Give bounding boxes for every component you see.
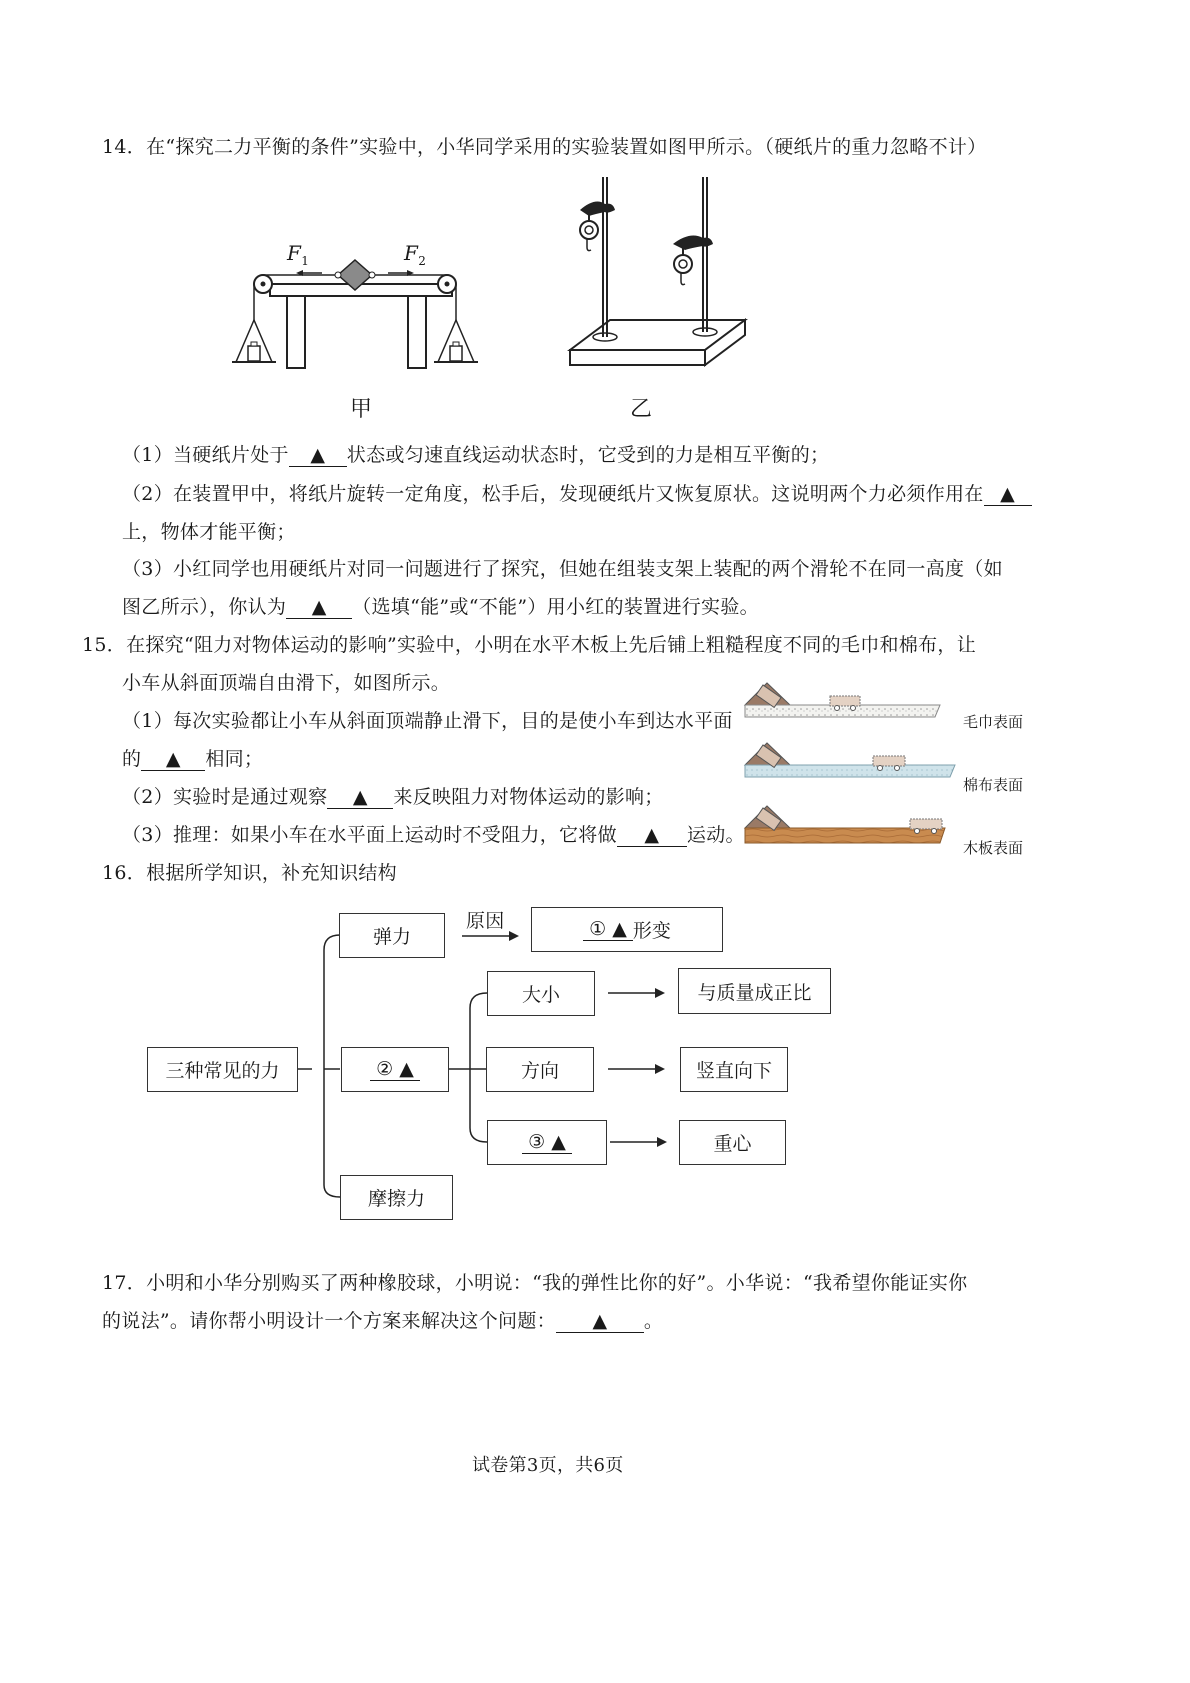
q14-part1: （1）当硬纸片处于 ▲ 状态或匀速直线运动状态时，它受到的力是相互平衡的； xyxy=(122,444,830,466)
surface-label-towel: 毛巾表面 xyxy=(963,713,1024,731)
node-blank3 xyxy=(487,1120,607,1165)
answer-blank-1[interactable]: ① ▲ xyxy=(583,918,633,941)
surface-label-cotton: 棉布表面 xyxy=(963,776,1024,794)
node-size-result: 与质量成正比 xyxy=(678,968,831,1014)
q14-part2-line1: （2）在装置甲中，将纸片旋转一定角度，松手后，发现硬纸片又恢复原状。这说明两个力必须作用在 ▲ xyxy=(122,482,1032,506)
answer-blank[interactable]: ▲ xyxy=(327,786,393,809)
node-direction-result: 竖直向下 xyxy=(680,1047,788,1092)
node-size: 大小 xyxy=(487,971,595,1016)
q15-part1-line2: 的 ▲ 相同； xyxy=(122,748,264,770)
q17-line1: 17．小明和小华分别购买了两种橡胶球，小明说：“我的弹性比你的好”。小华说：“我希望你能证实你 xyxy=(102,1272,968,1294)
q15-part1-line1: （1）每次实验都让小车从斜面顶端静止滑下，目的是使小车到达水平面 xyxy=(122,710,733,732)
q15-stem-line1: 15．在探究“阻力对物体运动的影响”实验中，小明在水平木板上先后铺上粗糙程度不同的毛巾和棉布，让 xyxy=(82,634,977,656)
page-footer: 试卷第3页，共6页 xyxy=(472,1455,624,1476)
f2-label: $F_2$ xyxy=(404,241,427,268)
answer-blank[interactable]: ▲ xyxy=(286,596,352,619)
node-elastic: 弹力 xyxy=(339,913,445,958)
q15-part2: （2）实验时是通过观察 ▲ 来反映阻力对物体运动的影响； xyxy=(122,786,664,808)
label-cause: 原因 xyxy=(466,910,505,932)
q16-stem: 16．根据所学知识，补充知识结构 xyxy=(102,862,397,884)
q15-part3: （3）推理：如果小车在水平面上运动时不受阻力，它将做 ▲ 运动。 xyxy=(122,824,745,846)
node-friction: 摩擦力 xyxy=(340,1175,453,1220)
q14-part2-line2: 上，物体才能平衡； xyxy=(122,521,296,543)
f1-label: $F_1$ xyxy=(287,241,310,268)
answer-blank[interactable]: ▲ xyxy=(556,1310,644,1333)
node-blank1: ① ▲ 形变 xyxy=(531,907,723,952)
q15-stem-line2: 小车从斜面顶端自由滑下，如图所示。 xyxy=(122,672,451,694)
answer-blank[interactable]: ▲ xyxy=(617,824,687,847)
q14-part3-line1: （3）小红同学也用硬纸片对同一问题进行了探究，但她在组装支架上装配的两个滑轮不在同一高度（如 xyxy=(122,558,1003,580)
node-blank2 xyxy=(341,1047,449,1092)
answer-blank-2[interactable]: ② ▲ xyxy=(370,1058,420,1081)
q17-line2: 的说法”。请你帮小明设计一个方案来解决这个问题： ▲ 。 xyxy=(102,1310,664,1332)
answer-blank[interactable]: ▲ xyxy=(141,748,205,771)
answer-blank[interactable]: ▲ xyxy=(984,483,1032,506)
node-root: 三种常见的力 xyxy=(147,1047,298,1092)
answer-blank[interactable]: ▲ xyxy=(289,444,347,467)
answer-blank-3[interactable]: ③ ▲ xyxy=(522,1131,572,1154)
caption-jia: 甲 xyxy=(350,397,373,422)
q14-stem: 14．在“探究二力平衡的条件”实验中，小华同学采用的实验装置如图甲所示。（硬纸片的重力忽略不计） xyxy=(102,136,987,158)
surface-label-wood: 木板表面 xyxy=(963,839,1024,857)
node-point-result: 重心 xyxy=(679,1120,786,1165)
node-direction: 方向 xyxy=(486,1047,594,1092)
q14-part3-line2: 图乙所示），你认为 ▲ （选填“能”或“不能”）用小红的装置进行实验。 xyxy=(122,596,759,618)
caption-yi: 乙 xyxy=(630,397,653,422)
